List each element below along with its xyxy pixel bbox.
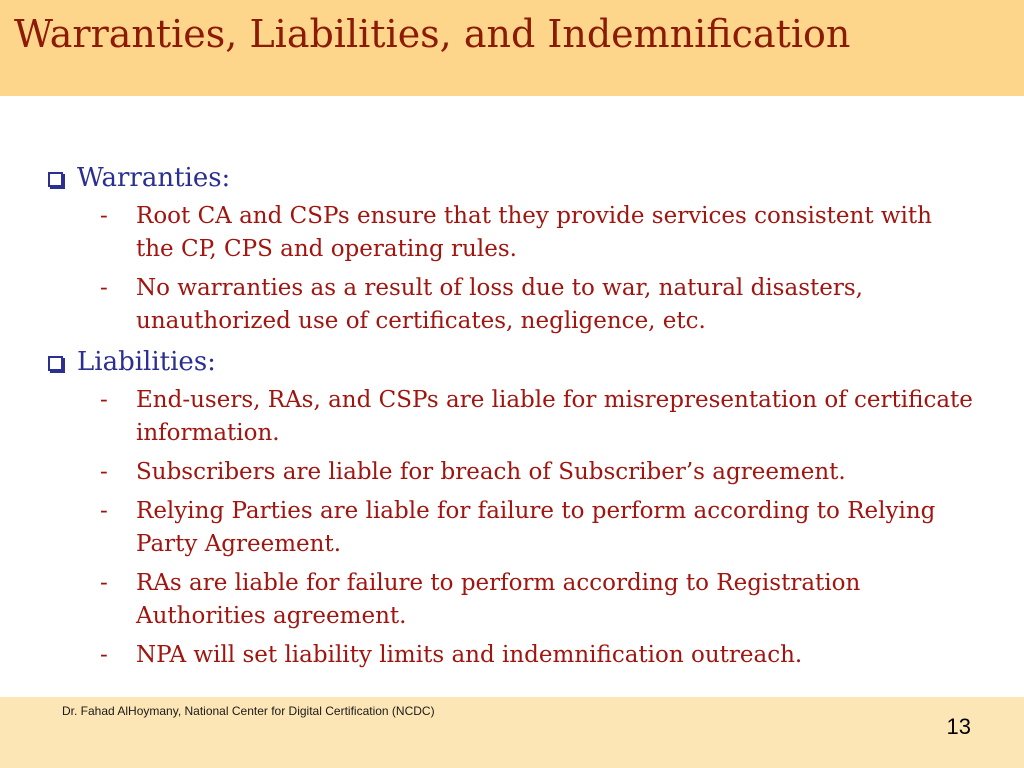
bullet-list [48,384,1024,672]
dash-marker: - [100,570,108,596]
bullet-list [48,200,1024,338]
title-bar [0,0,1024,96]
list-item [48,200,976,266]
section-heading: Warranties: [77,163,231,193]
dash-marker: - [100,203,108,229]
square-bullet-icon [48,172,63,187]
page-number: 13 [946,714,971,739]
section-liabilities [48,344,1024,672]
list-item [48,272,976,338]
list-item [48,495,976,561]
list-item [48,456,976,489]
dash-marker: - [100,275,108,301]
section-heading-row [48,344,1024,380]
dash-marker: - [100,498,108,524]
section-heading-row [48,160,1024,196]
section-warranties [48,160,1024,338]
list-item-text: NPA will set liability limits and indemnification outreach. [136,642,803,668]
dash-marker: - [100,387,108,413]
list-item-text: Subscribers are liable for breach of Subscriber’s agreement. [136,459,846,485]
footer-author: Dr. Fahad AlHoymany, National Center for Digital Certification (NCDC) [62,704,435,718]
list-item-text: RAs are liable for failure to perform according to Registration Authorities agreement. [136,570,861,629]
dash-marker: - [100,642,108,668]
list-item-text: No warranties as a result of loss due to war, natural disasters, unauthorized use of certificates, negligence, etc. [136,275,863,334]
slide-body [0,160,1024,678]
dash-marker: - [100,459,108,485]
slide-title: Warranties, Liabilities, and Indemnification [14,12,851,56]
square-bullet-icon [48,356,63,371]
list-item [48,567,976,633]
list-item [48,384,976,450]
list-item-text: Relying Parties are liable for failure to perform according to Relying Party Agreement. [136,498,936,557]
footer-bar [0,697,1024,768]
list-item-text: End-users, RAs, and CSPs are liable for misrepresentation of certificate information. [136,387,973,446]
list-item [48,639,976,672]
section-heading: Liabilities: [77,347,216,377]
list-item-text: Root CA and CSPs ensure that they provide services consistent with the CP, CPS and operating rules. [136,203,932,262]
